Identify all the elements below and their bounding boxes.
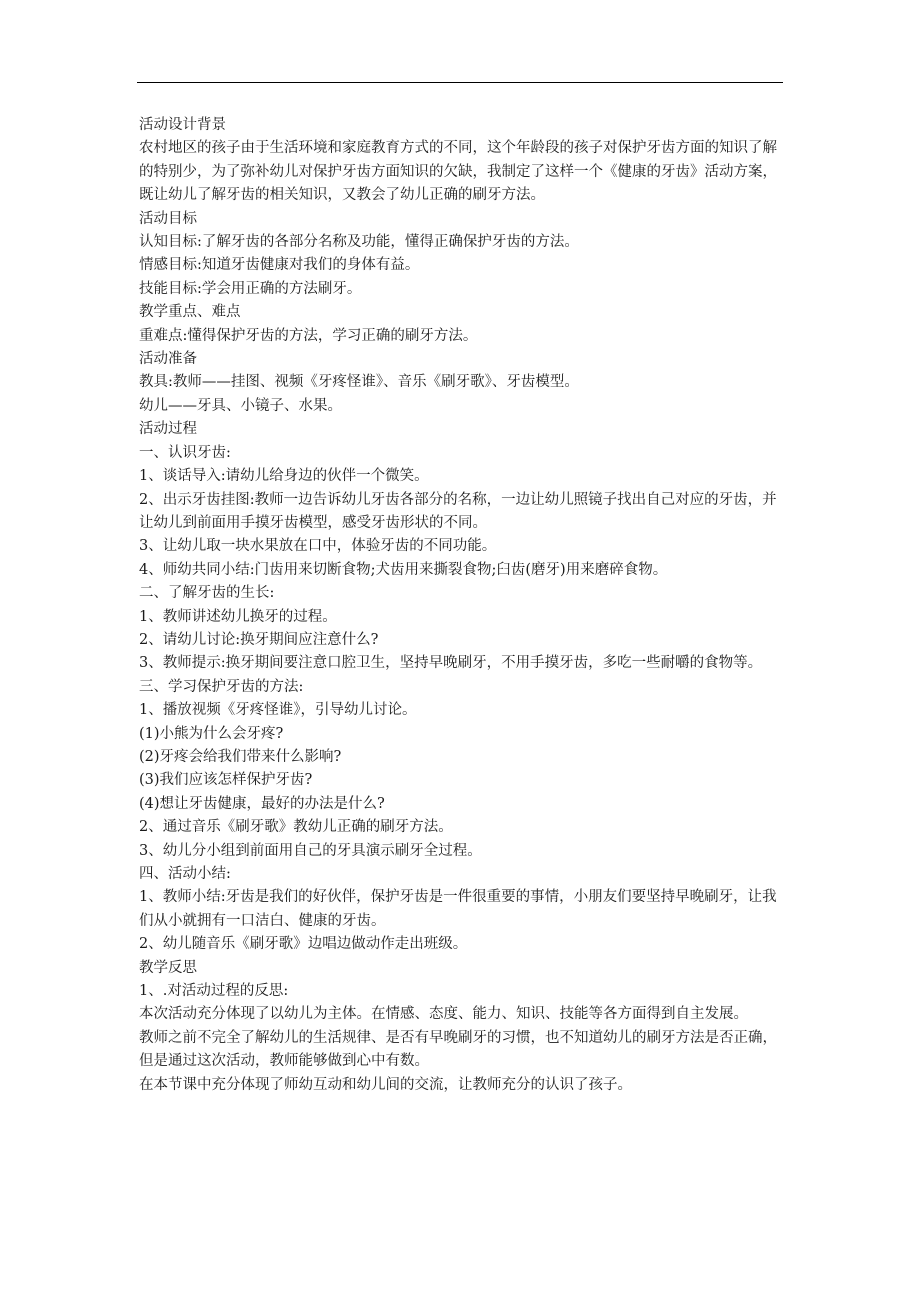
reflection-subheading: 1、.对活动过程的反思:: [139, 983, 289, 1000]
section-heading-reflection: 教学反思: [139, 959, 197, 976]
process-item: 3、教师提示:换牙期间要注意口腔卫生，坚持早晚刷牙，不用手摸牙齿，多吃一些耐嚼的食物等。: [139, 655, 763, 672]
section-heading-preparation: 活动准备: [139, 351, 197, 368]
goal-skill: 技能目标:学会用正确的方法刷牙。: [139, 280, 362, 297]
process-item: 1、教师小结:牙齿是我们的好伙伴，保护牙齿是一件很重要的事情，小朋友们要坚持早晚刷牙，让我们从小就拥有一口洁白、健康的牙齿。: [139, 889, 777, 929]
process-item: 2、出示牙齿挂图:教师一边告诉幼儿牙齿各部分的名称，一边让幼儿照镜子找出自己对应的牙齿，并让幼儿到前面用手摸牙齿模型，感受牙齿形状的不同。: [139, 491, 777, 531]
section-heading-background: 活动设计背景: [139, 117, 226, 133]
reflection-paragraph: 在本节课中充分体现了师幼互动和幼儿间的交流，让教师充分的认识了孩子。: [139, 1076, 632, 1093]
process-item: 1、播放视频《牙疼怪谁》，引导幼儿讨论。: [139, 702, 417, 719]
focus-text: 重难点:懂得保护牙齿的方法，学习正确的刷牙方法。: [139, 327, 478, 344]
process-part-3-heading: 三、学习保护牙齿的方法:: [139, 678, 304, 695]
discussion-question: (3)我们应该怎样保护牙齿?: [139, 772, 313, 789]
section-heading-focus: 教学重点、难点: [139, 304, 241, 321]
process-item: 1、教师讲述幼儿换牙的过程。: [139, 608, 337, 625]
process-item: 2、请幼儿讨论:换牙期间应注意什么?: [139, 631, 379, 648]
process-item: 2、通过音乐《刷牙歌》教幼儿正确的刷牙方法。: [139, 819, 453, 836]
goal-cognitive: 认知目标:了解牙齿的各部分名称及功能，懂得正确保护牙齿的方法。: [139, 234, 579, 251]
discussion-question: (2)牙疼会给我们带来什么影响?: [139, 748, 342, 765]
document-body: [139, 114, 787, 1097]
reflection-paragraph: 教师之前不完全了解幼儿的生活规律、是否有早晚刷牙的习惯，也不知道幼儿的刷牙方法是否正确，但是通过这次活动，教师能够做到心中有数。: [139, 1029, 777, 1070]
discussion-question: (1)小熊为什么会牙疼?: [139, 725, 284, 742]
preparation-teacher: 教具:教师——挂图、视频《牙疼怪谁》、音乐《刷牙歌》、牙齿模型。: [139, 374, 579, 391]
process-part-4-heading: 四、活动小结:: [139, 866, 231, 882]
reflection-paragraph: 本次活动充分体现了以幼儿为主体。在情感、态度、能力、知识、技能等各方面得到自主发展。: [139, 1006, 748, 1023]
section-heading-goals: 活动目标: [139, 210, 197, 227]
preparation-children: 幼儿——牙具、小镜子、水果。: [139, 397, 342, 414]
discussion-question: (4)想让牙齿健康，最好的办法是什么?: [139, 795, 385, 812]
process-item: 1、谈话导入:请幼儿给身边的伙伴一个微笑。: [139, 468, 429, 485]
process-part-1-heading: 一、认识牙齿:: [139, 444, 231, 461]
process-item: 3、幼儿分小组到前面用自己的牙具演示刷牙全过程。: [139, 842, 482, 859]
process-item: 2、幼儿随音乐《刷牙歌》边唱边做动作走出班级。: [139, 936, 468, 953]
header-rule: [137, 82, 783, 83]
process-item: 3、让幼儿取一块水果放在口中，体验牙齿的不同功能。: [139, 538, 497, 555]
process-item: 4、师幼共同小结:门齿用来切断食物;犬齿用来撕裂食物;臼齿(磨牙)用来磨碎食物。: [139, 561, 668, 578]
process-part-2-heading: 二、了解牙齿的生长:: [139, 585, 275, 602]
paragraph-background: 农村地区的孩子由于生活环境和家庭教育方式的不同，这个年龄段的孩子对保护牙齿方面的知识了解的特别少，为了弥补幼儿对保护牙齿方面知识的欠缺，我制定了这样一个《健康的牙齿》活动方案，既让幼儿了解牙齿的相关知识，又教会了幼儿正确的刷牙方法。: [139, 140, 777, 204]
section-heading-process: 活动过程: [139, 421, 197, 438]
goal-emotional: 情感目标:知道牙齿健康对我们的身体有益。: [139, 257, 420, 274]
